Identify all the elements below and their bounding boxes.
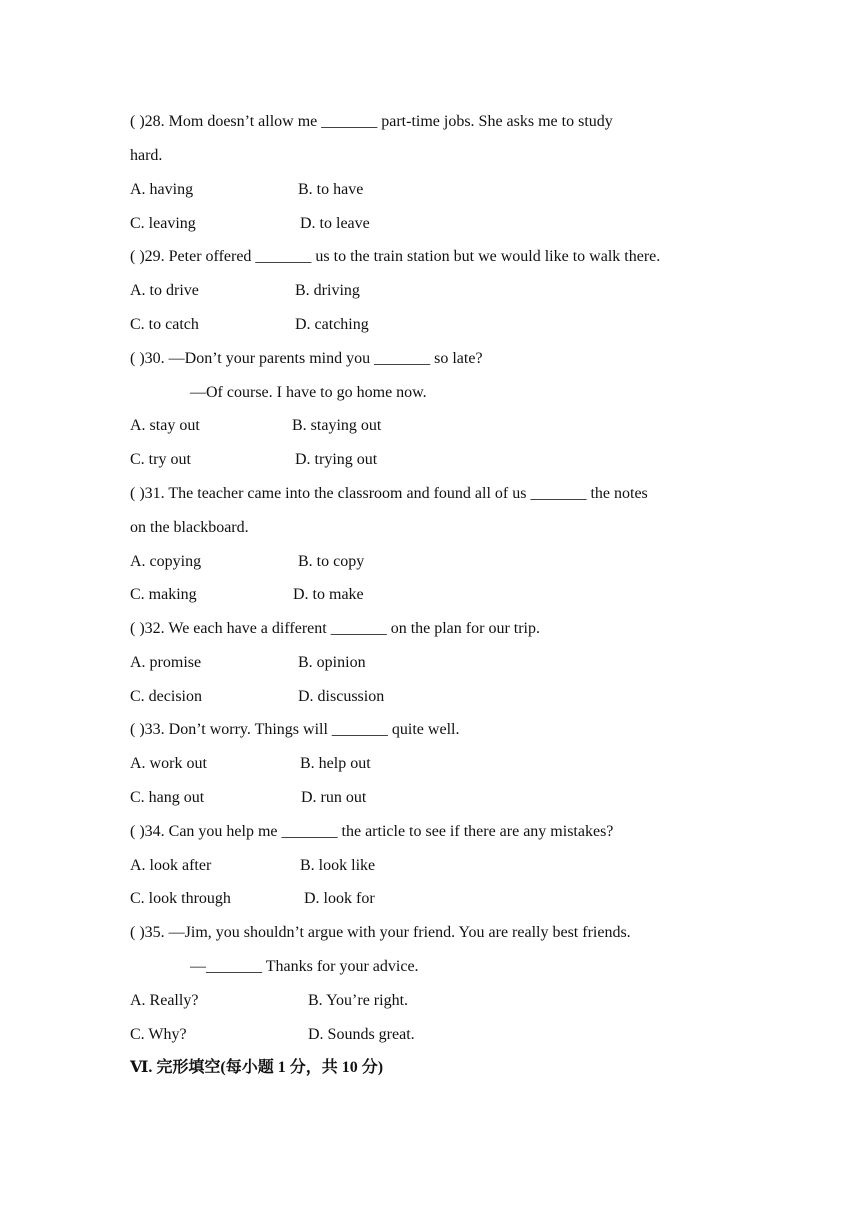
- question-34-options-row-1: [130, 853, 376, 879]
- question-34-options-row-2: [130, 886, 375, 912]
- option-a: A. to drive: [130, 282, 199, 299]
- question-28-options-row-2: [130, 211, 370, 237]
- option-a: A. having: [130, 181, 194, 198]
- question-33-options-row-2: [130, 785, 367, 811]
- option-c: C. try out: [130, 451, 191, 468]
- option-d: D. run out: [301, 789, 367, 806]
- option-c: C. leaving: [130, 215, 196, 232]
- question-32-options-row-1: [130, 650, 366, 676]
- option-a: A. look after: [130, 857, 212, 874]
- question-34-stem: ( )34. Can you help me _______ the article to see if there are any mistakes?: [130, 823, 614, 840]
- option-d: D. look for: [304, 890, 375, 907]
- question-28-stem-continued: hard.: [130, 147, 163, 164]
- option-c: C. making: [130, 586, 197, 603]
- option-b: B. opinion: [298, 654, 366, 671]
- option-b: B. help out: [300, 755, 371, 772]
- question-29-options-row-2: [130, 312, 369, 338]
- option-c: C. to catch: [130, 316, 199, 333]
- option-d: D. to make: [293, 586, 364, 603]
- question-35-options-row-2: [130, 1022, 415, 1048]
- question-28-options-row-1: [130, 177, 364, 203]
- option-b: B. to copy: [298, 553, 365, 570]
- option-d: D. Sounds great.: [308, 1026, 415, 1043]
- section-heading: Ⅵ. 完形填空(每小题 1 分，共 10 分): [130, 1059, 384, 1076]
- question-33-options-row-1: [130, 751, 371, 777]
- question-30-dialogue-reply: —Of course. I have to go home now.: [190, 384, 427, 401]
- option-c: C. look through: [130, 890, 231, 907]
- option-a: A. stay out: [130, 417, 200, 434]
- question-32-options-row-2: [130, 684, 385, 710]
- question-33-stem: ( )33. Don’t worry. Things will _______ quite well.: [130, 721, 460, 738]
- question-29-stem: ( )29. Peter offered _______ us to the train station but we would like to walk there.: [130, 248, 661, 265]
- option-a: A. Really?: [130, 992, 199, 1009]
- option-b: B. look like: [300, 857, 376, 874]
- question-31-options-row-1: [130, 549, 365, 575]
- option-b: B. to have: [298, 181, 364, 198]
- question-35-dialogue-reply: —_______ Thanks for your advice.: [190, 958, 419, 975]
- question-30-options-row-1: [130, 413, 382, 439]
- option-a: A. copying: [130, 553, 202, 570]
- question-32-stem: ( )32. We each have a different _______ on the plan for our trip.: [130, 620, 540, 637]
- option-b: B. You’re right.: [308, 992, 409, 1009]
- question-35-options-row-1: [130, 988, 409, 1014]
- question-30-options-row-2: [130, 447, 378, 473]
- question-29-options-row-1: [130, 278, 360, 304]
- option-d: D. catching: [295, 316, 369, 333]
- question-31-stem: ( )31. The teacher came into the classroom and found all of us _______ the notes: [130, 485, 648, 502]
- option-a: A. promise: [130, 654, 202, 671]
- option-b: B. driving: [295, 282, 360, 299]
- option-c: C. decision: [130, 688, 202, 705]
- question-28-stem: ( )28. Mom doesn’t allow me _______ part-time jobs. She asks me to study: [130, 113, 613, 130]
- question-30-stem: ( )30. —Don’t your parents mind you _______ so late?: [130, 350, 483, 367]
- option-d: D. trying out: [295, 451, 378, 468]
- option-a: A. work out: [130, 755, 207, 772]
- option-c: C. Why?: [130, 1026, 187, 1043]
- option-d: D. discussion: [298, 688, 385, 705]
- option-b: B. staying out: [292, 417, 382, 434]
- question-31-stem-continued: on the blackboard.: [130, 519, 249, 536]
- option-d: D. to leave: [300, 215, 370, 232]
- question-31-options-row-2: [130, 582, 364, 608]
- option-c: C. hang out: [130, 789, 205, 806]
- question-35-stem: ( )35. —Jim, you shouldn’t argue with your friend. You are really best friends.: [130, 924, 631, 941]
